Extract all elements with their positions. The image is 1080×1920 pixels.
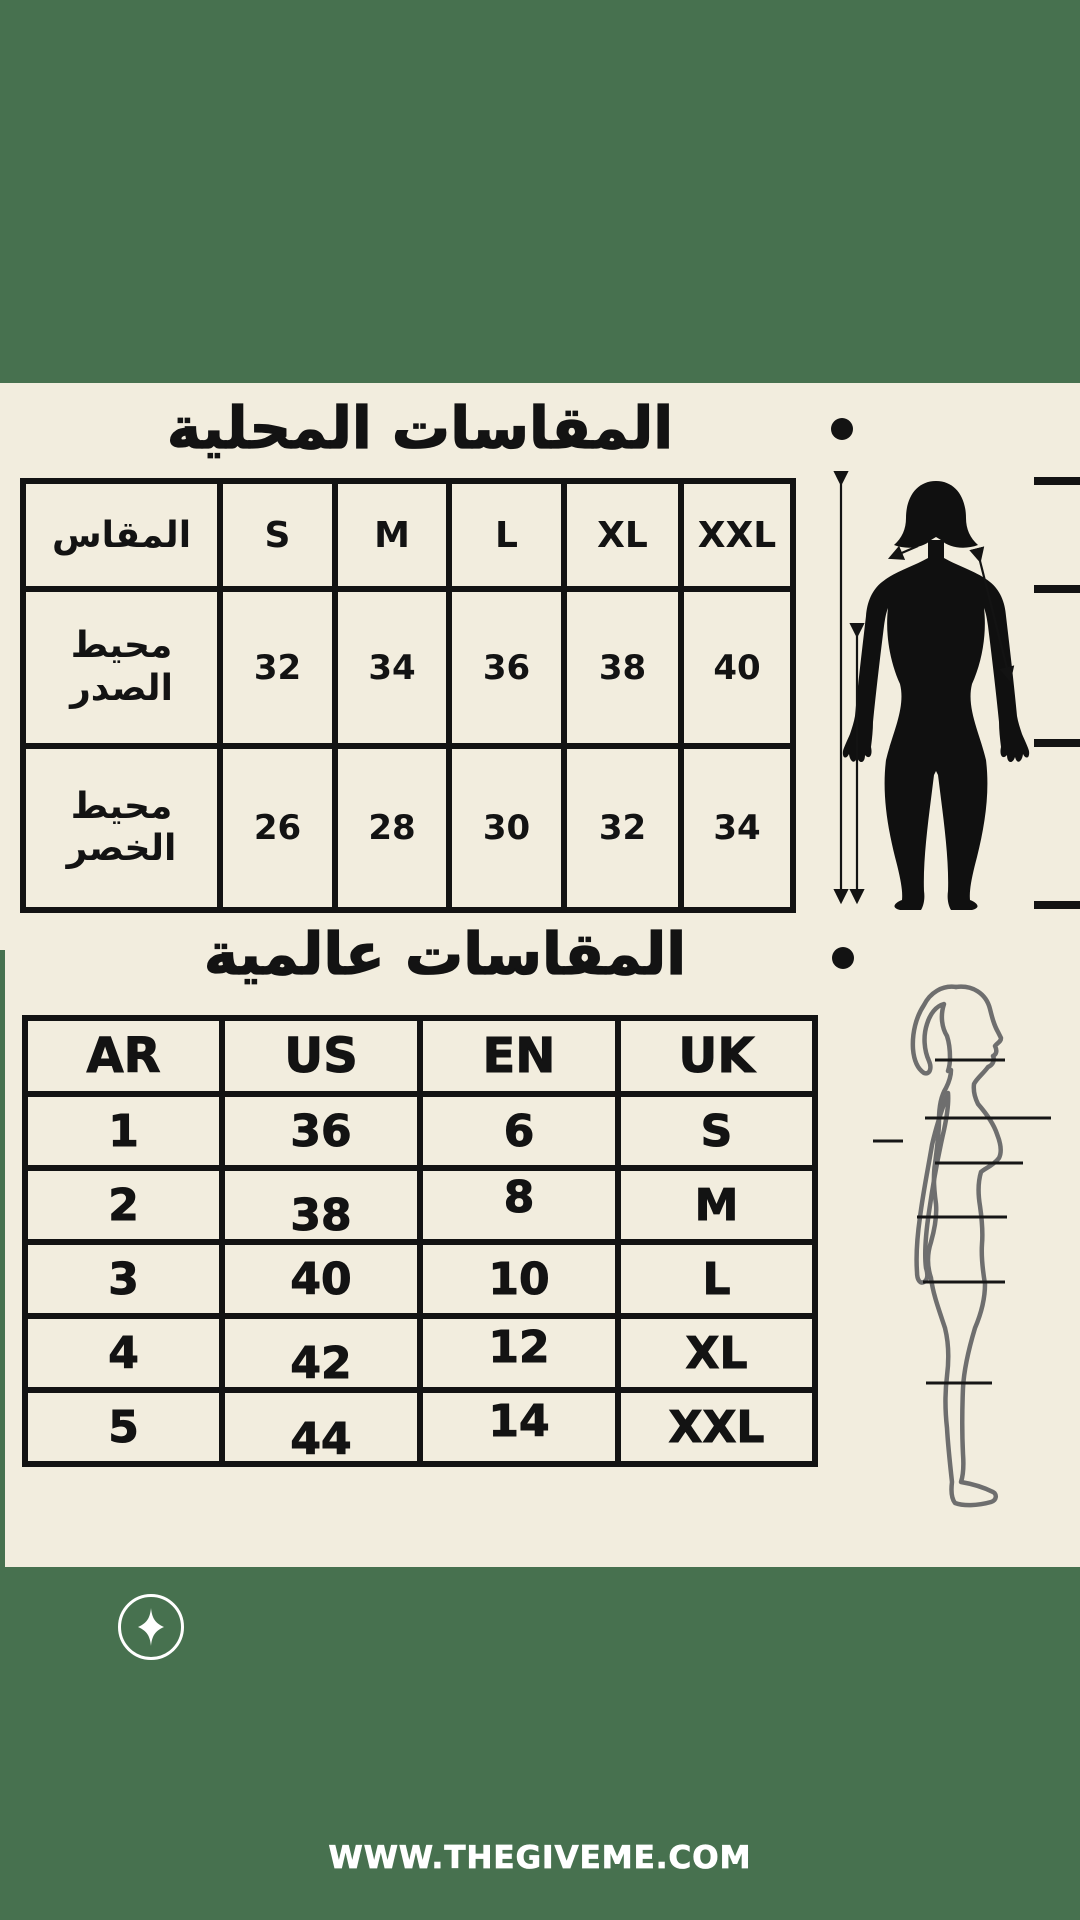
measurement-label: محيط الخصر [23, 746, 220, 910]
size-value: 34 [681, 746, 793, 910]
column-header: US [222, 1018, 420, 1094]
size-value: 40 [222, 1242, 420, 1316]
table-row [23, 746, 793, 910]
column-header: AR [25, 1018, 222, 1094]
size-value: 44 [222, 1390, 420, 1464]
measure-bar [1034, 585, 1080, 593]
size-value: 2 [25, 1168, 222, 1242]
measurement-label: محيط الصدر [23, 589, 220, 746]
table-header-row [25, 1018, 815, 1094]
sparkle-icon [138, 1608, 164, 1646]
international-sizes-table [22, 1015, 818, 1467]
table-row [25, 1390, 815, 1464]
size-value: 5 [25, 1390, 222, 1464]
column-header: UK [618, 1018, 815, 1094]
front-female-silhouette-figure [830, 468, 1080, 913]
size-value: 28 [335, 746, 449, 910]
size-value: S [618, 1094, 815, 1168]
size-value: 10 [420, 1242, 618, 1316]
size-value: 36 [449, 589, 564, 746]
size-value: 14 [420, 1390, 618, 1464]
size-value: 30 [449, 746, 564, 910]
side-female-outline-figure [860, 975, 1060, 1520]
column-header: المقاس [23, 481, 220, 589]
column-header: XL [564, 481, 681, 589]
side-arm-outline [917, 1093, 949, 1283]
shoulder-measure-arrow [890, 546, 918, 558]
column-header: S [220, 481, 335, 589]
table-row [25, 1242, 815, 1316]
size-value: 42 [222, 1316, 420, 1390]
size-value: XL [618, 1316, 815, 1390]
silhouette-body [843, 540, 1029, 910]
table-header-row [23, 481, 793, 589]
size-value: 6 [420, 1094, 618, 1168]
international-sizes-title: المقاسات عالمية [203, 920, 687, 988]
size-value: 34 [335, 589, 449, 746]
table-row [25, 1316, 815, 1390]
local-sizes-title: المقاسات المحلية [166, 394, 674, 462]
table-row [23, 589, 793, 746]
size-value: 38 [564, 589, 681, 746]
size-value: 8 [420, 1168, 618, 1242]
sparkle-badge [118, 1594, 184, 1660]
table-row [25, 1094, 815, 1168]
column-header: M [335, 481, 449, 589]
website-url: WWW.THEGIVEME.COM [328, 1840, 752, 1876]
bullet-dot-icon [832, 947, 854, 969]
silhouette-head [894, 481, 978, 548]
column-header: L [449, 481, 564, 589]
size-value: M [618, 1168, 815, 1242]
measure-bar [1034, 477, 1080, 485]
size-value: 26 [220, 746, 335, 910]
size-value: 3 [25, 1242, 222, 1316]
size-value: 1 [25, 1094, 222, 1168]
size-value: 12 [420, 1316, 618, 1390]
size-value: 40 [681, 589, 793, 746]
size-value: L [618, 1242, 815, 1316]
size-value: 36 [222, 1094, 420, 1168]
bullet-dot-icon [831, 418, 853, 440]
size-value: 32 [564, 746, 681, 910]
measure-bar [1034, 739, 1080, 747]
measure-bar [1034, 901, 1080, 909]
size-value: XXL [618, 1390, 815, 1464]
size-value: 32 [220, 589, 335, 746]
size-value: 4 [25, 1316, 222, 1390]
size-value: 38 [222, 1168, 420, 1242]
column-header: EN [420, 1018, 618, 1094]
column-header: XXL [681, 481, 793, 589]
local-sizes-table [20, 478, 796, 913]
side-body-outline [928, 987, 1001, 1505]
table-row [25, 1168, 815, 1242]
